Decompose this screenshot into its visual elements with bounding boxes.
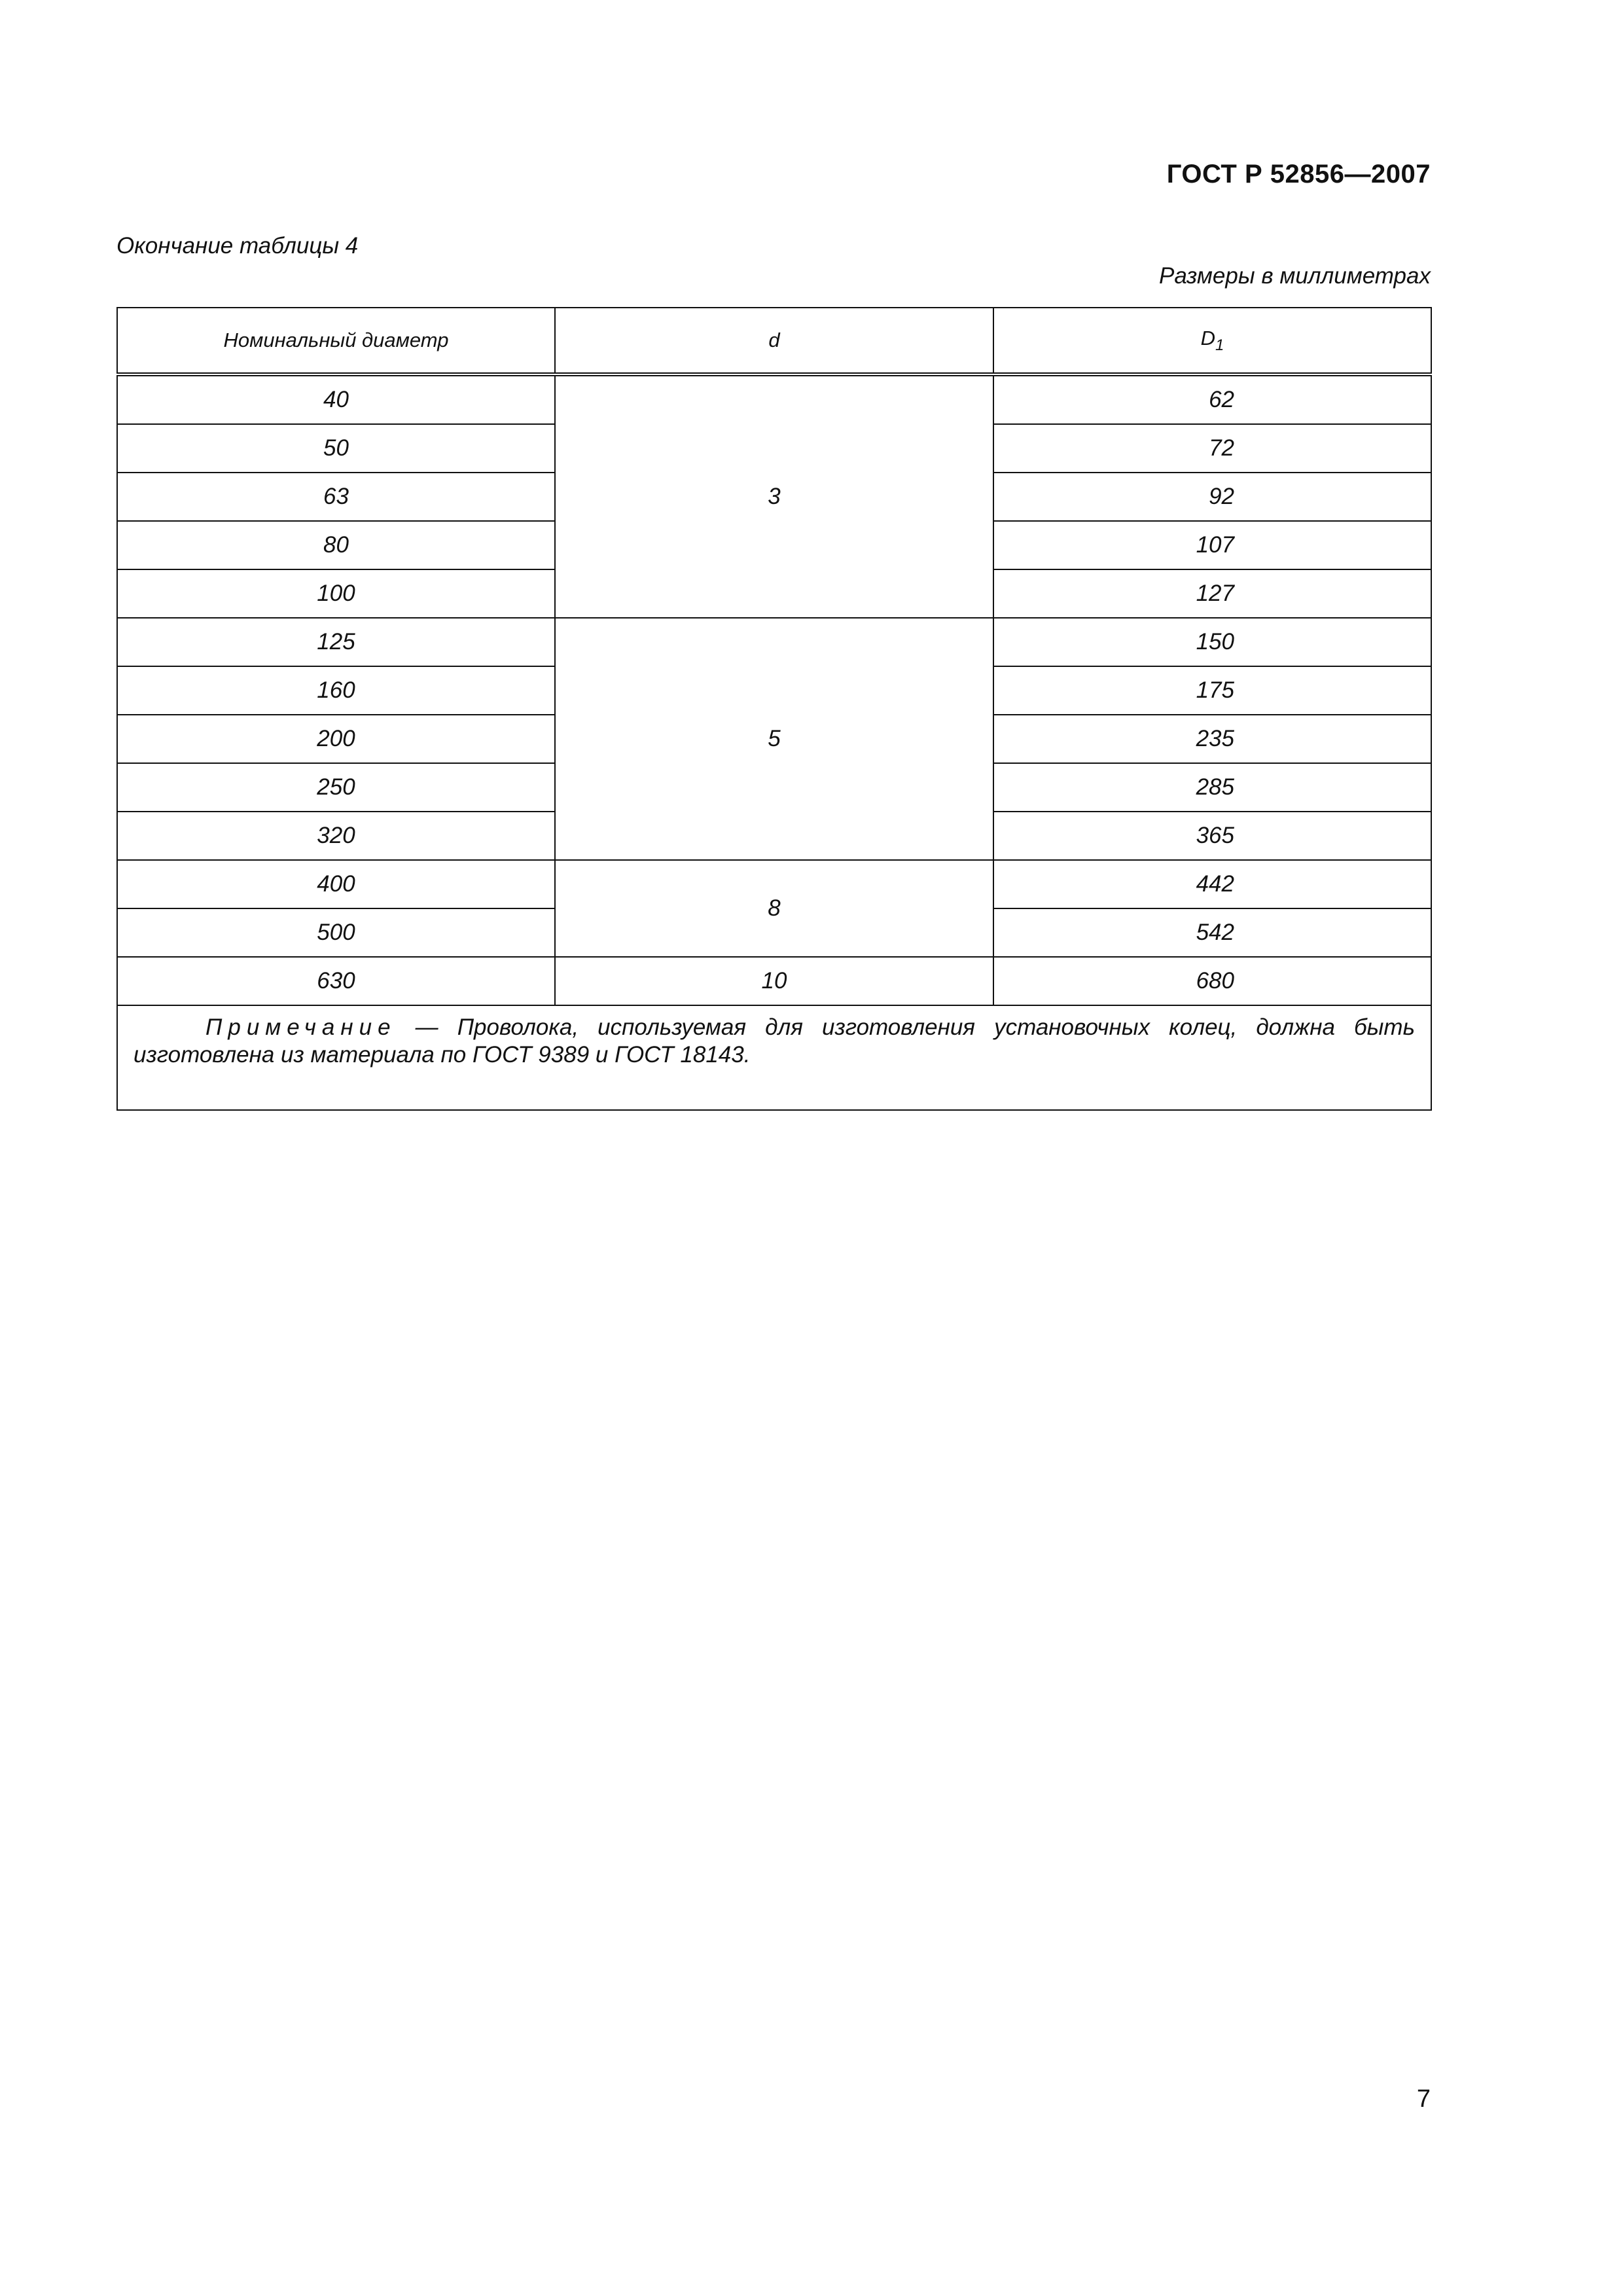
nominal-diameter-cell: 80	[117, 521, 555, 569]
table-header-row	[117, 308, 1431, 374]
nominal-diameter-cell: 100	[117, 569, 555, 618]
nominal-diameter-cell: 160	[117, 666, 555, 715]
d-group-cell: 10	[555, 957, 993, 1005]
header-d1-letter: D	[1200, 326, 1216, 350]
d1-cell: 62	[993, 374, 1431, 424]
d1-cell: 442	[993, 860, 1431, 908]
nominal-diameter-cell: 125	[117, 618, 555, 666]
header-d1-subscript: 1	[1215, 336, 1224, 354]
table-caption: Окончание таблицы 4	[116, 233, 359, 259]
d1-cell: 285	[993, 763, 1431, 812]
d1-cell: 680	[993, 957, 1431, 1005]
document-code: ГОСТ Р 52856—2007	[1166, 160, 1431, 188]
d1-cell: 175	[993, 666, 1431, 715]
d-group-cell: 3	[555, 374, 993, 618]
d-group-cell: 8	[555, 860, 993, 957]
d1-cell: 92	[993, 473, 1431, 521]
nominal-diameter-cell: 250	[117, 763, 555, 812]
d1-cell: 107	[993, 521, 1431, 569]
nominal-diameter-cell: 50	[117, 424, 555, 473]
d-group-cell: 5	[555, 618, 993, 860]
d1-cell: 365	[993, 812, 1431, 860]
d1-cell: 72	[993, 424, 1431, 473]
d1-cell: 235	[993, 715, 1431, 763]
table-row	[117, 957, 1431, 1005]
nominal-diameter-cell: 63	[117, 473, 555, 521]
table-row	[117, 374, 1431, 424]
nominal-diameter-cell: 200	[117, 715, 555, 763]
units-note: Размеры в миллиметрах	[1159, 263, 1431, 289]
nominal-diameter-cell: 40	[117, 374, 555, 424]
nominal-diameter-cell: 400	[117, 860, 555, 908]
dimensions-table	[116, 307, 1432, 1111]
note-label: Примечание	[205, 1014, 397, 1040]
page-number: 7	[1416, 2085, 1431, 2113]
table-row	[117, 860, 1431, 908]
nominal-diameter-cell: 320	[117, 812, 555, 860]
d1-cell: 542	[993, 908, 1431, 957]
nominal-diameter-cell: 630	[117, 957, 555, 1005]
nominal-diameter-cell: 500	[117, 908, 555, 957]
table-note	[117, 1005, 1431, 1110]
header-d: d	[555, 308, 993, 374]
d1-cell: 150	[993, 618, 1431, 666]
table-row	[117, 618, 1431, 666]
note-text: — Проволока, используемая для изготовления установочных колец, должна быть изготовлена из материала по ГОСТ 9389 и ГОСТ 18143.	[134, 1014, 1415, 1067]
header-d1	[993, 308, 1431, 374]
table-note-row	[117, 1005, 1431, 1110]
header-nominal-diameter: Номинальный диаметр	[117, 308, 555, 374]
d1-cell: 127	[993, 569, 1431, 618]
